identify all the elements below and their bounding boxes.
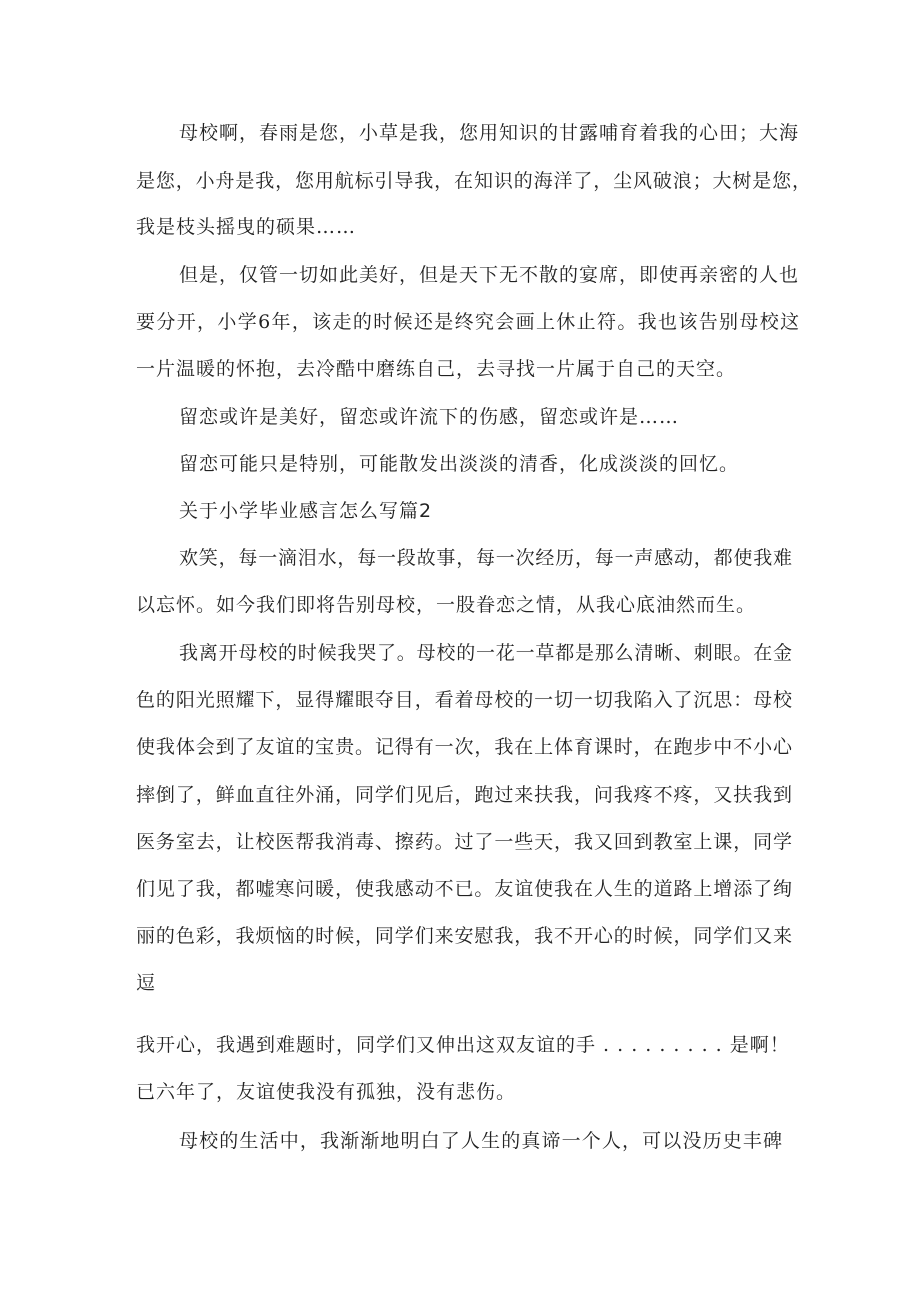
paragraph-line: 但是，仅管一切如此美好，但是天下无不散的宴席，即使再亲密的人也 (179, 264, 800, 286)
paragraph-line: 母校的生活中，我渐渐地明白了人生的真谛一个人，可以没历史丰碑 (179, 1130, 784, 1152)
paragraph-line: 要分开，小学6年，该走的时候还是终究会画上休止符。我也该告别母校这 (136, 311, 801, 333)
paragraph-line: 们见了我，都嘘寒问暖，使我感动不已。友谊使我在人生的道路上增添了绚 (136, 878, 793, 900)
paragraph-line: 使我体会到了友谊的宝贵。记得有一次，我在上体育课时，在跑步中不小心 (136, 736, 793, 758)
paragraph-line: 色的阳光照耀下，显得耀眼夺目，看着母校的一切一切我陷入了沉思：母校 (136, 689, 793, 711)
paragraph-line: 我开心，我遇到难题时，同学们又伸出这双友谊的手 . . . . . . . . . 是啊！ (136, 1034, 790, 1056)
section-heading: 关于小学毕业感言怎么写篇2 (179, 500, 433, 522)
paragraph-line: 我离开母校的时候我哭了。母校的一花一草都是那么清晰、刺眼。在金 (179, 642, 793, 664)
paragraph-line: 留恋可能只是特别，可能散发出淡淡的清香，化成淡淡的回忆。 (179, 453, 740, 475)
paragraph-line: 丽的色彩，我烦恼的时候，同学们来安慰我，我不开心的时候，同学们又来 (136, 925, 793, 947)
paragraph-line: 医务室去，让校医帮我消毒、擦药。过了一些天，我又回到教室上课，同学 (136, 831, 793, 853)
paragraph-line: 以忘怀。如今我们即将告别母校，一股眷恋之情，从我心底油然而生。 (136, 594, 757, 616)
paragraph-line: 我是枝头摇曳的硕果…… (136, 216, 357, 238)
paragraph-line: 已六年了，友谊使我没有孤独，没有悲伤。 (136, 1081, 517, 1103)
paragraph-line: 一片温暖的怀抱，去冷酷中磨练自己，去寻找一片属于自己的天空。 (136, 358, 737, 380)
paragraph-line: 摔倒了，鲜血直往外涌，同学们见后，跑过来扶我，问我疼不疼，又扶我到 (136, 784, 793, 806)
paragraph-line: 留恋或许是美好，留恋或许流下的伤感，留恋或许是…… (179, 406, 680, 428)
paragraph-line: 欢笑，每一滴泪水，每一段故事，每一次经历，每一声感动，都使我难 (179, 547, 793, 569)
paragraph-line: 是您，小舟是我，您用航标引导我，在知识的海洋了，尘风破浪；大树是您， (136, 170, 812, 192)
paragraph-line: 母校啊，春雨是您，小草是我，您用知识的甘露哺育着我的心田；大海 (179, 122, 800, 144)
paragraph-line: 逗 (136, 972, 157, 994)
